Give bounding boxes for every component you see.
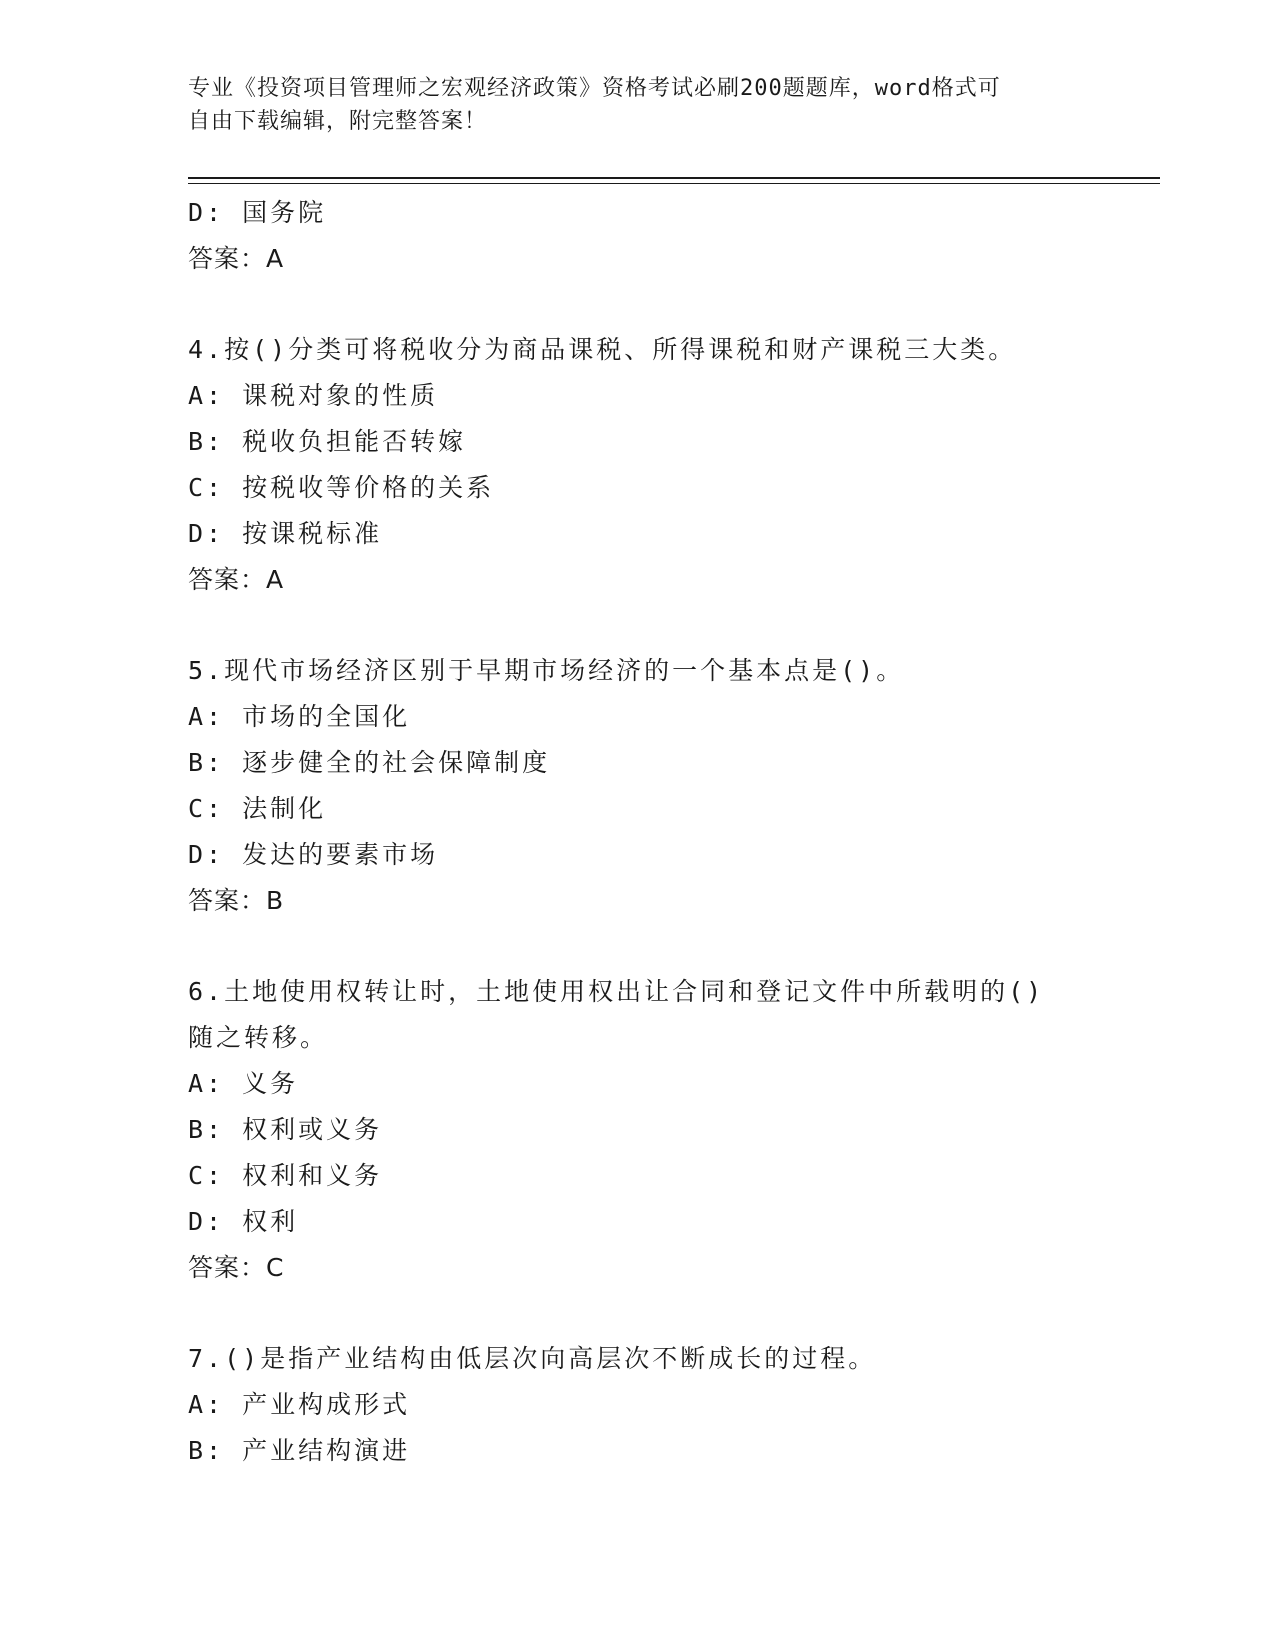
document-header [188,72,1088,138]
answer: 答案：A [188,244,285,273]
question-6 [188,969,1088,1291]
spacer [188,603,1088,648]
option-c: C: 法制化 [188,794,327,823]
question-4 [188,327,1088,603]
option-a: A: 产业构成形式 [188,1390,411,1419]
question-stem: 6.土地使用权转让时，土地使用权出让合同和登记文件中所载明的() [188,977,1045,1006]
question-stem-continued: 随之转移。 [188,1023,329,1052]
option-d: D: 权利 [188,1207,299,1236]
answer: 答案：C [188,1253,285,1282]
option-d: D: 国务院 [188,198,327,227]
option-b: B: 逐步健全的社会保障制度 [188,748,551,777]
spacer [188,282,1088,327]
header-line-1: 专业《投资项目管理师之宏观经济政策》资格考试必刷200题题库，word格式可 [188,76,1001,101]
question-5 [188,648,1088,924]
header-rule-thin [188,183,1160,184]
question-stem: 7.()是指产业结构由低层次向高层次不断成长的过程。 [188,1344,877,1373]
question-3-tail [188,190,1088,282]
header-rule-thick [188,177,1160,179]
question-stem: 4.按()分类可将税收分为商品课税、所得课税和财产课税三大类。 [188,335,1017,364]
option-b: B: 税收负担能否转嫁 [188,427,467,456]
option-a: A: 义务 [188,1069,299,1098]
spacer [188,1291,1088,1336]
answer: 答案：B [188,886,285,915]
question-7 [188,1336,1088,1474]
option-b: B: 产业结构演进 [188,1436,411,1465]
option-c: C: 按税收等价格的关系 [188,473,495,502]
header-line-2: 自由下载编辑，附完整答案！ [188,109,488,134]
option-a: A: 市场的全国化 [188,702,411,731]
option-c: C: 权利和义务 [188,1161,383,1190]
option-d: D: 发达的要素市场 [188,840,439,869]
option-b: B: 权利或义务 [188,1115,383,1144]
spacer [188,924,1088,969]
option-d: D: 按课税标准 [188,519,383,548]
question-stem: 5.现代市场经济区别于早期市场经济的一个基本点是()。 [188,656,905,685]
question-list [188,190,1088,1474]
answer: 答案：A [188,565,285,594]
option-a: A: 课税对象的性质 [188,381,439,410]
